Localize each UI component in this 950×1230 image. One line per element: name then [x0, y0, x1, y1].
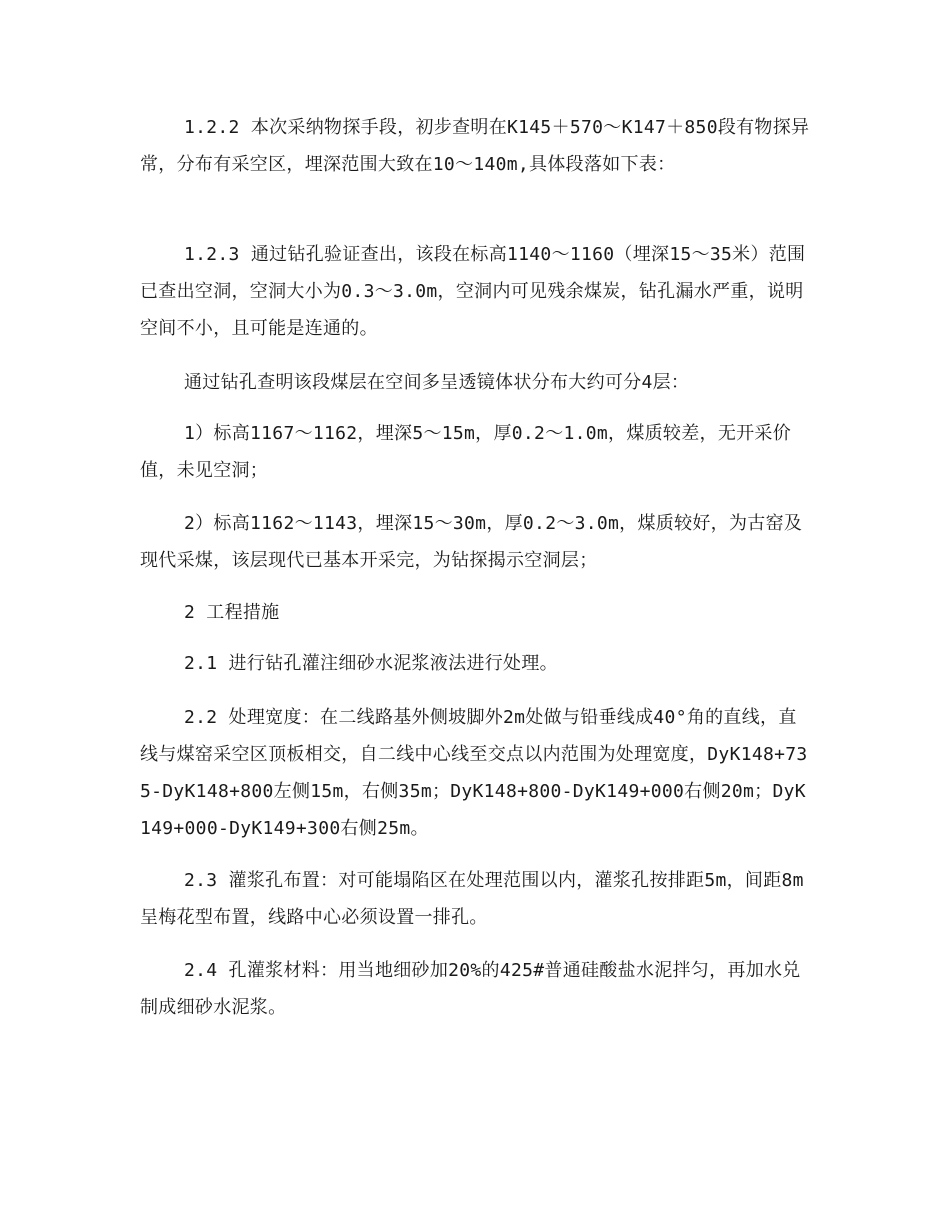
section-heading-engineering-measures: 2 工程措施: [184, 602, 280, 623]
paragraph-2-2: 2.2 处理宽度：在二线路基外侧坡脚外2m处做与铅垂线成40°角的直线，直线与煤窑采空区顶板相交，自二线中心线至交点以内范围为处理宽度，DyK148+735-DyK148+800左侧15m，右侧35m；DyK148+800-DyK149+000右侧20m；DyK149+000-DyK149+300右侧25m。: [140, 707, 808, 839]
paragraph-2-3: 2.3 灌浆孔布置：对可能塌陷区在处理范围以内，灌浆孔按排距5m，间距8m呈梅花型布置，线路中心必须设置一排孔。: [140, 870, 804, 928]
paragraph-coal-layers-intro: 通过钻孔查明该段煤层在空间多呈透镜体状分布大约可分4层：: [184, 372, 690, 393]
paragraph-2-1: 2.1 进行钻孔灌注细砂水泥浆液法进行处理。: [184, 653, 558, 674]
paragraph-layer-2: 2）标高1162～1143，埋深15～30m，厚0.2～3.0m，煤质较好，为古窑及现代采煤，该层现代已基本开采完，为钻探揭示空洞层；: [140, 513, 803, 571]
paragraph-1-2-2: 1.2.2 本次采纳物探手段，初步查明在K145＋570～K147＋850段有物探异常，分布有采空区，埋深范围大致在10～140m,具体段落如下表：: [140, 117, 810, 175]
paragraph-layer-1: 1）标高1167～1162，埋深5～15m，厚0.2～1.0m，煤质较差，无开采价值，未见空洞；: [140, 423, 792, 481]
paragraph-2-4: 2.4 孔灌浆材料：用当地细砂加20%的425#普通硅酸盐水泥拌匀，再加水兑制成细砂水泥浆。: [140, 960, 801, 1018]
paragraph-1-2-3: 1.2.3 通过钻孔验证查出，该段在标高1140～1160（埋深15～35米）范围已查出空洞，空洞大小为0.3～3.0m，空洞内可见残余煤炭，钻孔漏水严重，说明空间不小，且可能是连通的。: [140, 244, 806, 339]
